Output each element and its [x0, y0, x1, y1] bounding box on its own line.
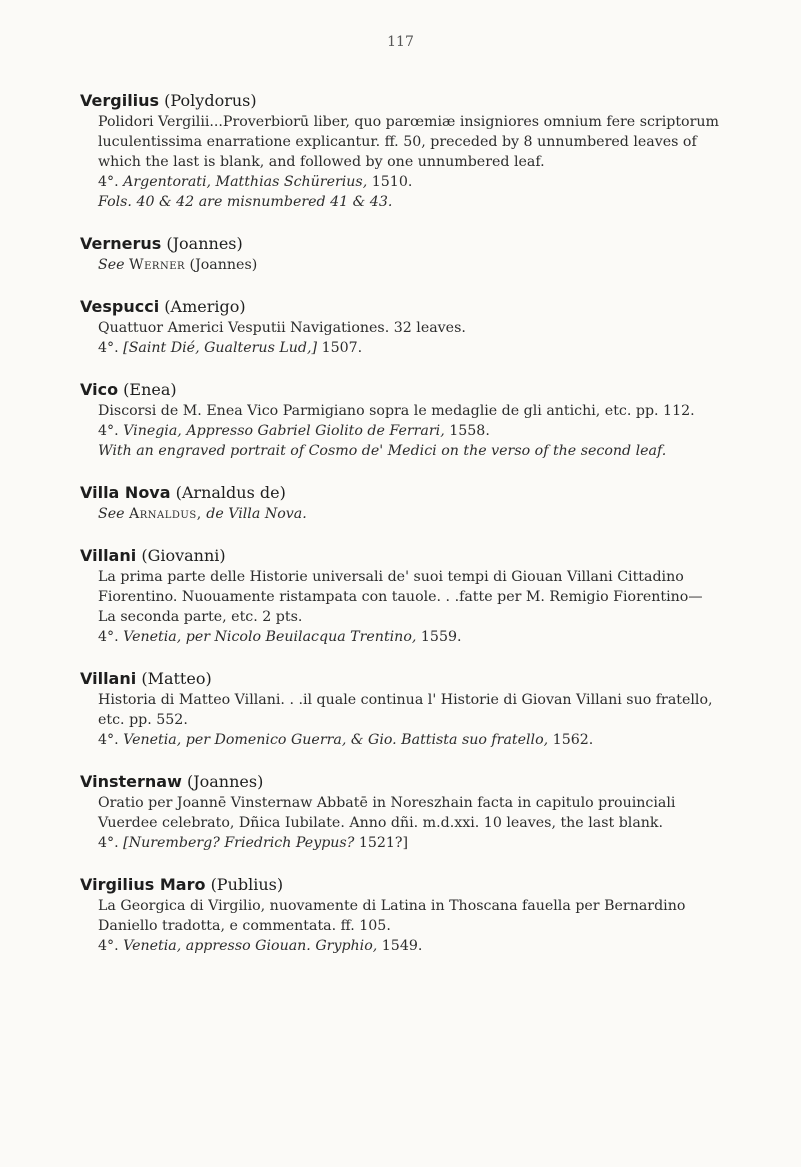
cross-reference — [98, 504, 720, 524]
entry-title: Oratio per Joannē Vinsternaw Abbatē in Noreszhain facta in capitulo prouinciali Vuerdee celebrato, Dñica Iubilate. Anno dñi. m.d.xxi. 10 leaves, the last blank. — [98, 795, 676, 831]
entry-name: Villani — [80, 669, 137, 688]
catalogue-entry — [80, 233, 720, 275]
cross-reference-target: Werner — [129, 257, 186, 273]
entry-imprint-line — [98, 338, 720, 358]
entry-qualifier: (Matteo) — [141, 669, 212, 688]
entry-year: 1521?] — [358, 835, 409, 851]
entry-name: Vernerus — [80, 234, 162, 253]
entry-heading — [80, 233, 720, 255]
entry-title: Polidori Vergilii...Proverbiorū liber, quo parœmiæ insigniores omnium fere scriptorum luculentissima enarratione explicantur. ff. 50, preceded by 8 unnumbered leaves of which the last is blank, and followed by one unnumbered leaf. — [98, 114, 719, 170]
entry-heading — [80, 296, 720, 318]
entry-qualifier: (Joannes) — [186, 772, 264, 791]
cross-reference-rest: (Joannes) — [189, 257, 258, 273]
entry-note: Fols. 40 & 42 are misnumbered 41 & 43. — [98, 194, 393, 210]
entry-qualifier: (Publius) — [210, 875, 284, 894]
entry-title: La prima parte delle Historie universali de' suoi tempi di Giouan Villani Cittadino Fiorentino. Nuouamente ristampata con tauole. . .fatte per M. Remigio Fiorentino—La seconda parte, etc. 2 pts. — [98, 569, 703, 625]
cross-reference — [98, 255, 720, 275]
entry-title: La Georgica di Virgilio, nuovamente di Latina in Thoscana fauella per Bernardino Daniello tradotta, e commentata. ff. 105. — [98, 898, 686, 934]
entry-name: Vico — [80, 380, 119, 399]
entry-qualifier: (Arnaldus de) — [175, 483, 286, 502]
entry-format: 4°. — [98, 835, 119, 851]
entry-qualifier: (Amerigo) — [164, 297, 246, 316]
entry-imprint: [Saint Dié, Gualterus Lud,] — [123, 340, 318, 356]
entry-imprint-line — [98, 936, 720, 956]
entry-imprint: Venetia, per Domenico Guerra, & Gio. Battista suo fratello, — [123, 732, 549, 748]
see-label: See — [98, 506, 125, 522]
entry-title: Historia di Matteo Villani. . .il quale continua l' Historie di Giovan Villani suo fratello, etc. pp. 552. — [98, 692, 713, 728]
catalogue-entry — [80, 545, 720, 647]
catalogue-entry — [80, 90, 720, 212]
catalogue-page — [80, 90, 720, 977]
entry-name: Vinsternaw — [80, 772, 182, 791]
entry-year: 1549. — [381, 938, 423, 954]
entry-qualifier: (Joannes) — [166, 234, 243, 253]
entry-name: Virgilius Maro — [80, 875, 206, 894]
entry-imprint-line — [98, 627, 720, 647]
entry-heading — [80, 668, 720, 690]
cross-reference-target: Arnaldus, — [129, 506, 202, 522]
entry-imprint-line — [98, 833, 720, 853]
entry-name: Villani — [80, 546, 137, 565]
entry-year: 1559. — [420, 629, 462, 645]
entry-heading — [80, 545, 720, 567]
entry-imprint-line — [98, 172, 720, 192]
entry-imprint: [Nuremberg? Friedrich Peypus? — [123, 835, 355, 851]
page-number: 117 — [387, 34, 414, 50]
entry-year: 1507. — [321, 340, 363, 356]
entry-name: Vespucci — [80, 297, 160, 316]
entry-title: Discorsi de M. Enea Vico Parmigiano sopra le medaglie de gli antichi, etc. pp. 112. — [98, 403, 695, 419]
entry-year: 1510. — [371, 174, 413, 190]
entry-format: 4°. — [98, 423, 119, 439]
entry-imprint-line — [98, 730, 720, 750]
entry-heading — [80, 874, 720, 896]
entry-name: Villa Nova — [80, 483, 171, 502]
entry-name: Vergilius — [80, 91, 160, 110]
entry-imprint-line — [98, 421, 720, 441]
catalogue-entry — [80, 296, 720, 358]
catalogue-entry — [80, 668, 720, 750]
entry-format: 4°. — [98, 732, 119, 748]
entry-heading — [80, 90, 720, 112]
entry-heading — [80, 771, 720, 793]
entry-qualifier: (Enea) — [123, 380, 177, 399]
catalogue-entry — [80, 482, 720, 524]
entry-year: 1562. — [552, 732, 594, 748]
entry-imprint: Venetia, appresso Giouan. Gryphio, — [123, 938, 378, 954]
entry-format: 4°. — [98, 174, 119, 190]
entry-heading — [80, 482, 720, 504]
entry-imprint: Argentorati, Matthias Schürerius, — [123, 174, 368, 190]
entry-format: 4°. — [98, 938, 119, 954]
catalogue-entry — [80, 874, 720, 956]
entry-imprint: Venetia, per Nicolo Beuilacqua Trentino, — [123, 629, 417, 645]
cross-reference-rest: de Villa Nova. — [206, 506, 307, 522]
catalogue-entry — [80, 771, 720, 853]
catalogue-entry — [80, 379, 720, 461]
entry-imprint: Vinegia, Appresso Gabriel Giolito de Ferrari, — [123, 423, 445, 439]
entry-format: 4°. — [98, 340, 119, 356]
see-label: See — [98, 257, 125, 273]
entry-qualifier: (Giovanni) — [141, 546, 226, 565]
entry-title: Quattuor Americi Vesputii Navigationes. 32 leaves. — [98, 320, 466, 336]
entry-format: 4°. — [98, 629, 119, 645]
entry-heading — [80, 379, 720, 401]
entry-note: With an engraved portrait of Cosmo de' Medici on the verso of the second leaf. — [98, 443, 667, 459]
entry-qualifier: (Polydorus) — [164, 91, 257, 110]
entry-year: 1558. — [449, 423, 490, 439]
